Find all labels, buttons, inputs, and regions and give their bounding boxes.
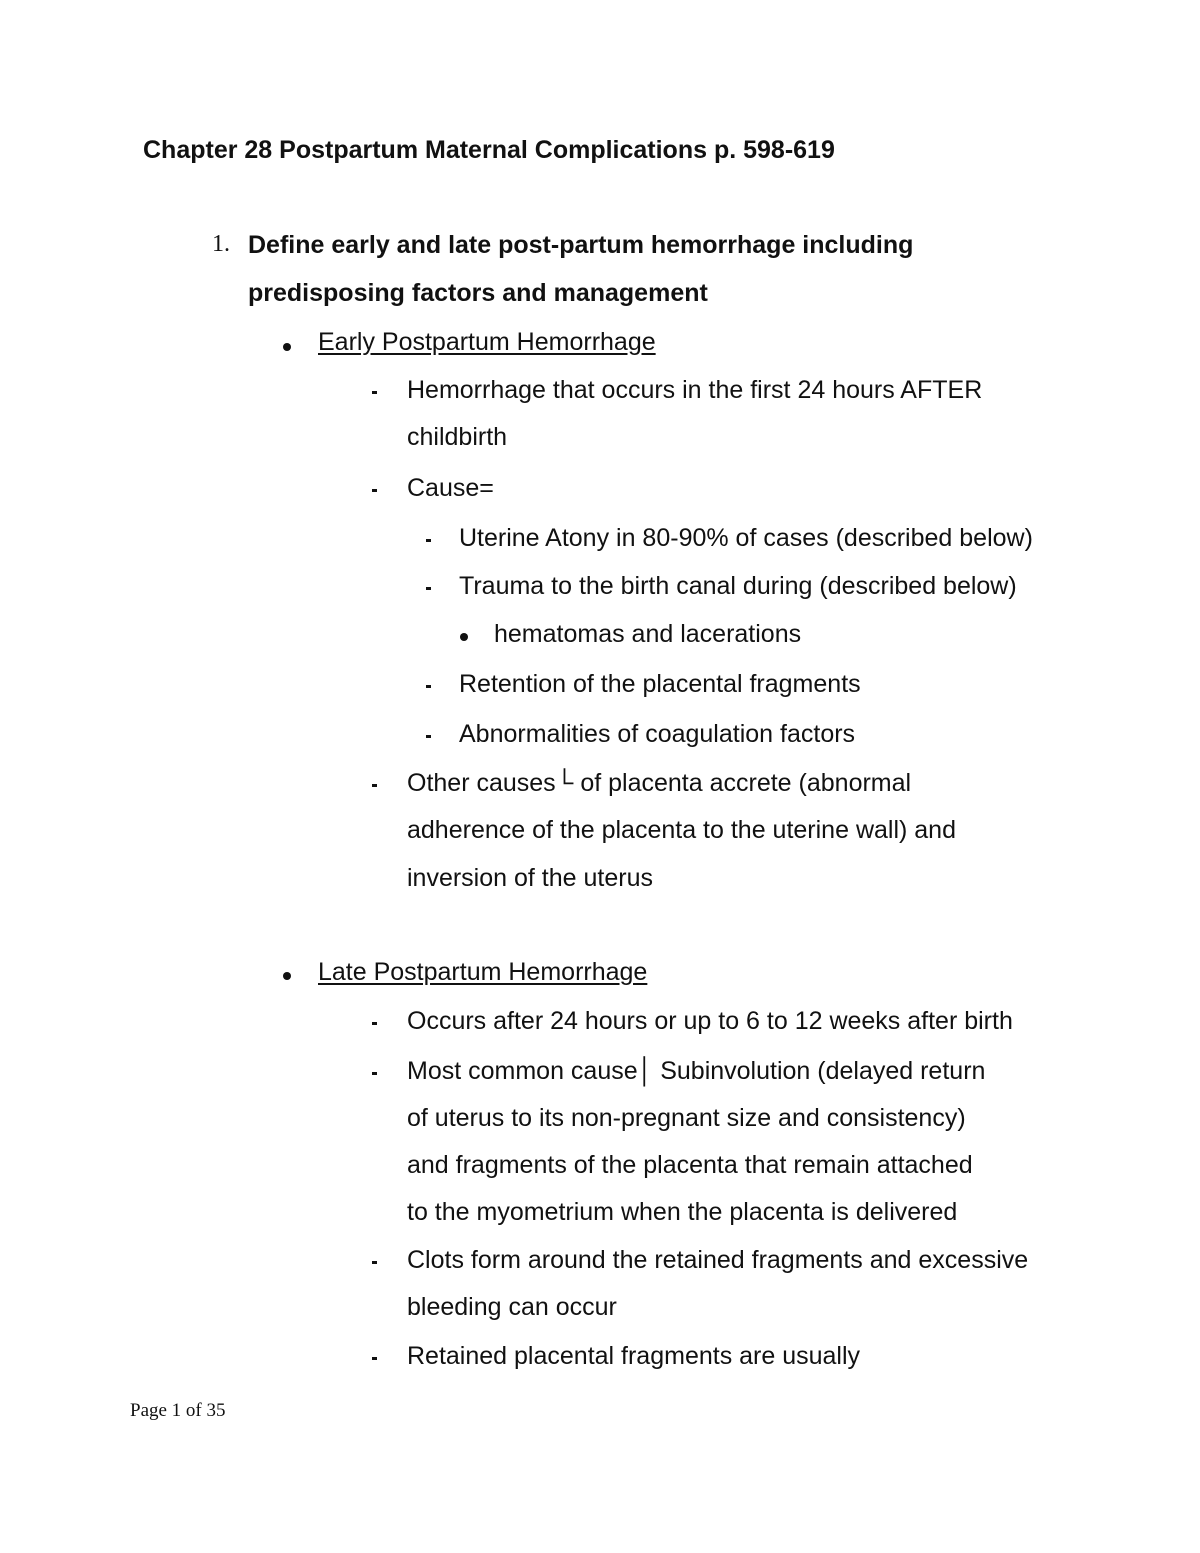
other-causes-line-1: Other causes└ of placenta accrete (abnormal: [407, 769, 912, 797]
page-number-footer: Page 1 of 35: [130, 1400, 226, 1421]
cause-item: Abnormalities of coagulation factors: [459, 720, 856, 748]
bullet-dash: [372, 1357, 377, 1360]
bullet-dash: [372, 1022, 377, 1025]
bullet-dash: [372, 1072, 377, 1075]
other-causes-line-2: adherence of the placenta to the uterine wall) and: [407, 816, 956, 844]
cause-item: Trauma to the birth canal during (described below): [459, 572, 1017, 600]
bullet-dash: [372, 489, 377, 492]
late-occurs: Occurs after 24 hours or up to 6 to 12 weeks after birth: [407, 1007, 1013, 1035]
late-common-cause-line-2: of uterus to its non-pregnant size and consistency): [407, 1104, 966, 1132]
question-number: 1.: [212, 231, 230, 257]
bullet-dash: [426, 685, 431, 688]
chapter-title: Chapter 28 Postpartum Maternal Complications p. 598-619: [143, 136, 835, 164]
bullet-dash: [426, 587, 431, 590]
early-definition-line-1: Hemorrhage that occurs in the first 24 hours AFTER: [407, 376, 983, 404]
late-common-cause-line-3: and fragments of the placenta that remain attached: [407, 1151, 973, 1179]
cause-item: Retention of the placental fragments: [459, 670, 861, 698]
early-definition-line-2: childbirth: [407, 423, 508, 451]
other-causes-line-3: inversion of the uterus: [407, 864, 653, 892]
late-common-cause-line-4: to the myometrium when the placenta is delivered: [407, 1198, 958, 1226]
early-heading: Early Postpartum Hemorrhage: [318, 328, 656, 356]
late-heading: Late Postpartum Hemorrhage: [318, 958, 648, 986]
early-cause-label: Cause=: [407, 474, 494, 502]
bullet-dash: [372, 391, 377, 394]
late-clots-line-2: bleeding can occur: [407, 1293, 617, 1321]
bullet-dot: [460, 633, 468, 641]
cause-subitem: hematomas and lacerations: [494, 620, 802, 648]
bullet-dot: [283, 972, 291, 980]
bullet-dash: [372, 784, 377, 787]
late-retained: Retained placental fragments are usually: [407, 1342, 861, 1370]
question-line-1: Define early and late post-partum hemorrhage including: [248, 231, 914, 259]
bullet-dot: [283, 343, 291, 351]
bullet-dash: [372, 1261, 377, 1264]
cause-item: Uterine Atony in 80-90% of cases (described below): [459, 524, 1033, 552]
bullet-dash: [426, 735, 431, 738]
bullet-dash: [426, 539, 431, 542]
question-line-2: predisposing factors and management: [248, 279, 708, 307]
late-common-cause-line-1: Most common cause│ Subinvolution (delayed return: [407, 1057, 986, 1085]
late-clots-line-1: Clots form around the retained fragments and excessive: [407, 1246, 1029, 1274]
